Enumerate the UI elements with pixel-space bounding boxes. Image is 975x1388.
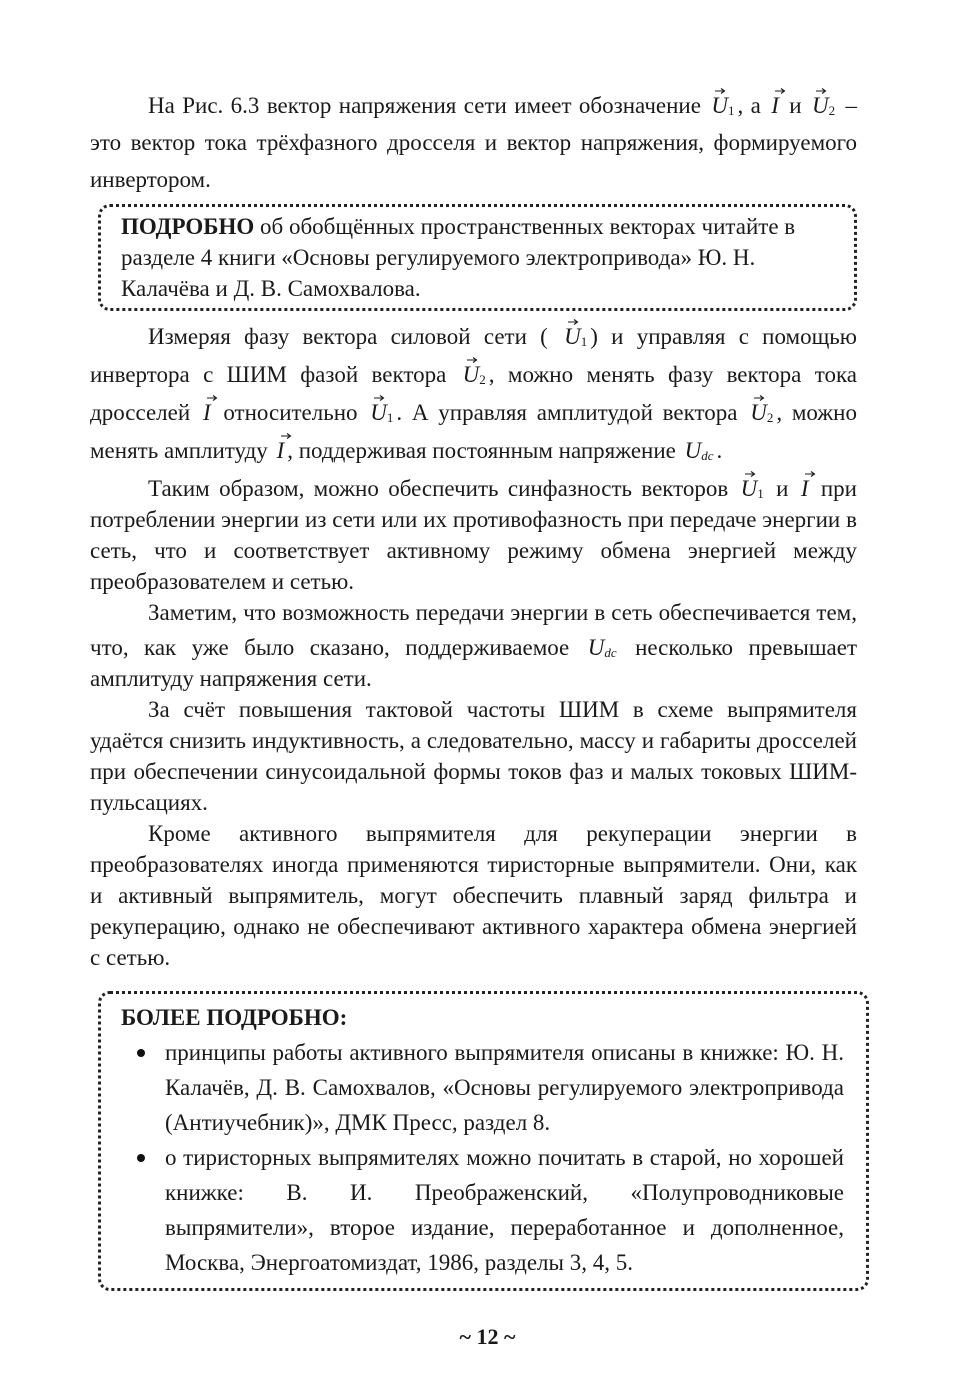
- math-symbol: $U_2$: [750, 393, 773, 425]
- math-symbol: $U_{dc}$: [587, 635, 617, 660]
- text-run: Кроме активного выпрямителя для рекуперации энергии в преобразователях иногда применяются тиристорные выпрямители. Они, как и активный выпрямитель, могут обеспечить плавный заряд фильтра и рекуперацию, однако не обеспечивают активного характера обмена энергией с сетью.: [90, 821, 857, 970]
- vector-arrow-icon: [774, 86, 786, 94]
- math-subscript: 1: [757, 486, 764, 501]
- vector-arrow-icon: [206, 393, 218, 401]
- paragraph: [90, 469, 857, 597]
- text-run: Заметим, что возможность передачи энергии в сеть обеспечивается тем, что, как уже было сказано, поддерживаемое: [90, 600, 857, 660]
- more-info-box: [98, 991, 869, 1291]
- text-run: и: [766, 476, 798, 501]
- paragraph: [90, 86, 857, 198]
- text-run: За счёт повышения тактовой частоты ШИМ в схеме выпрямителя удаётся снизить индуктивность, а следовательно, массу и габариты дросселей при обеспечении синусоидальной формы токов фаз и малых токовых ШИМ- пульсациях.: [90, 697, 857, 815]
- vector-arrow-icon: [567, 317, 579, 325]
- paragraph: [90, 818, 857, 973]
- paragraph: [90, 694, 857, 818]
- text-run: .: [716, 438, 723, 463]
- math-symbol: $U_1$: [564, 317, 587, 349]
- vector-arrow-icon: [804, 469, 816, 477]
- math-subscript: 2: [479, 372, 486, 387]
- math-symbol: $U_2$: [812, 86, 835, 118]
- text-run: . А управляя амплитудой вектора: [396, 400, 748, 425]
- reference-item: о тиристорных выпрямителях можно почитать в старой, но хорошей книжке: В. И. Преображенский, «Полупроводниковые выпрямители», второе издание, переработанное и дополненное, Москва, Энергоатомиздат, 1986, разделы 3, 4, 5.: [165, 1140, 844, 1280]
- text-run: несколько превышает амплитуду напряжения сети.: [90, 635, 857, 691]
- text-run: при потреблении энергии из сети или их противофазность при передаче энергии в сеть, что и соответствует активному режиму обмена энергией между преобразователем и сетью.: [90, 476, 857, 594]
- paragraph: [90, 317, 857, 469]
- text-run: и: [781, 93, 809, 118]
- details-note-box: [98, 204, 857, 311]
- text-run: , можно менять амплитуду: [90, 400, 857, 463]
- math-symbol: I: [277, 431, 285, 463]
- vector-arrow-icon: [466, 355, 478, 363]
- more-info-heading: БОЛЕЕ ПОДРОБНО:: [121, 1005, 348, 1030]
- body-text: [90, 86, 857, 973]
- math-subscript: 2: [828, 103, 836, 118]
- vector-arrow-icon: [714, 86, 726, 94]
- text-run: Измеряя фазу вектора силовой сети (: [148, 324, 562, 349]
- math-symbol: I: [801, 469, 809, 501]
- math-subscript: dc: [701, 448, 714, 463]
- math-subscript: 2: [766, 410, 774, 425]
- note-label: ПОДРОБНО: [121, 214, 255, 239]
- text-run: ) и управляя с помощью инвертора с ШИМ фазой вектора: [90, 324, 857, 387]
- math-symbol: $U_1$: [741, 469, 764, 501]
- vector-arrow-icon: [744, 469, 756, 477]
- math-subscript: 1: [580, 334, 588, 349]
- page-number: ~ 12 ~: [459, 1324, 516, 1349]
- text-run: – это вектор тока трёхфазного дросселя и вектор напряжения, формируемого инвертором.: [90, 93, 857, 192]
- math-subscript: 1: [727, 103, 735, 118]
- text-run: , можно менять фазу вектора тока дросселей: [90, 362, 857, 425]
- math-symbol: $U_{dc}$: [684, 438, 714, 463]
- text-run: , поддерживая постоянным напряжение: [287, 438, 682, 463]
- math-subscript: 1: [386, 410, 394, 425]
- math-symbol: I: [771, 86, 779, 118]
- text-run: На Рис. 6.3 вектор напряжения сети имеет обозначение: [148, 93, 709, 118]
- paragraph: [90, 597, 857, 694]
- text-run: Таким образом, можно обеспечить синфазность векторов: [148, 476, 738, 501]
- vector-arrow-icon: [815, 86, 827, 94]
- math-symbol: $U_1$: [711, 86, 734, 118]
- math-subscript: dc: [604, 645, 617, 660]
- vector-arrow-icon: [753, 393, 765, 401]
- reference-item: принципы работы активного выпрямителя описаны в книжке: Ю. Н. Калачёв, Д. В. Самохвалов, «Основы регулируемого электропривода (Антиучебник)», ДМК Пресс, раздел 8.: [165, 1035, 844, 1140]
- text-run: относительно: [213, 400, 368, 425]
- page-body: [90, 86, 857, 1291]
- math-symbol: $U_2$: [463, 355, 486, 387]
- text-run: об обобщённых пространственных векторах читайте в разделе 4 книги «Основы регулируемого электропривода» Ю. Н. Калачёва и Д. В. Самохвалова.: [121, 214, 796, 301]
- math-symbol: $U_1$: [370, 393, 393, 425]
- vector-arrow-icon: [373, 393, 385, 401]
- vector-arrow-icon: [280, 431, 292, 439]
- reference-list: [121, 1035, 844, 1280]
- math-symbol: I: [203, 393, 211, 425]
- text-run: , а: [737, 93, 769, 118]
